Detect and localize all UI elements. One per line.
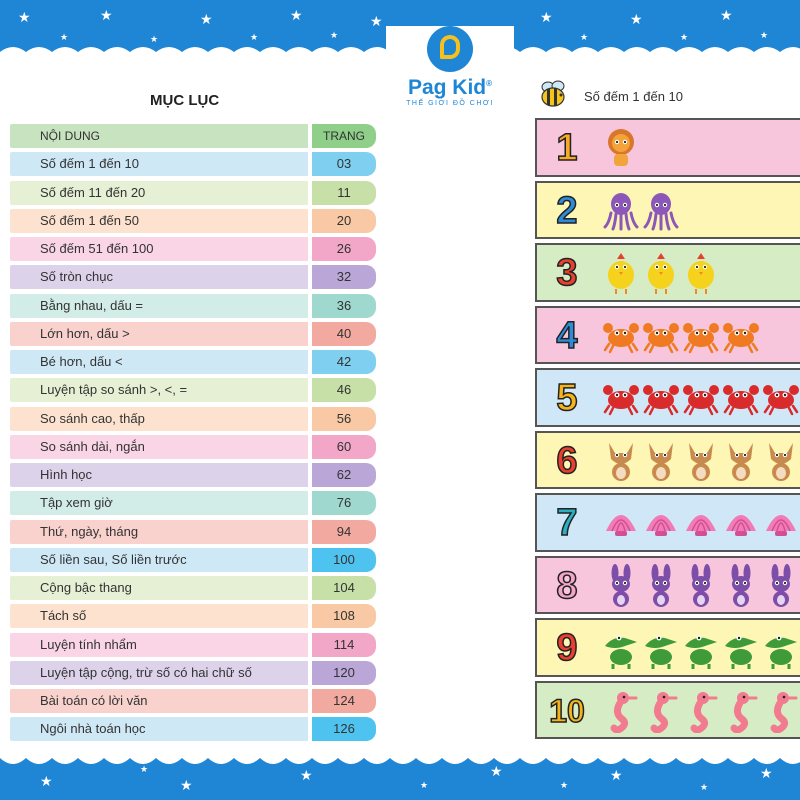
- toc-table: [10, 124, 376, 746]
- toc-row: [10, 294, 376, 318]
- star-icon: ★: [180, 777, 193, 793]
- toc-row: [10, 689, 376, 713]
- toc-row: [10, 717, 376, 741]
- star-icon: ★: [700, 782, 709, 792]
- toc-row: [10, 322, 376, 346]
- chick-icon: [603, 251, 639, 295]
- brand-logo: [386, 26, 514, 107]
- animal-group: [603, 626, 800, 670]
- chick-icon: [643, 251, 679, 295]
- star-icon: ★: [18, 9, 31, 25]
- toc-row-page: 62: [312, 463, 376, 487]
- star-icon: ★: [760, 765, 773, 781]
- star-icon: ★: [580, 32, 589, 42]
- counting-number: 10: [549, 692, 585, 729]
- toc-row-label: Tập xem giờ: [10, 491, 308, 515]
- counting-number: 1: [556, 127, 578, 169]
- toc-row-page: 104: [312, 576, 376, 600]
- counting-number: 3: [556, 252, 578, 294]
- toc-row-label: Tách số: [10, 604, 308, 628]
- fox-icon: [683, 439, 719, 483]
- toc-row: [10, 378, 376, 402]
- counting-row: [535, 181, 800, 240]
- animal-group: [603, 376, 800, 420]
- counting-row: [535, 493, 800, 552]
- animal-group: [603, 439, 800, 483]
- toc-row-page: 60: [312, 435, 376, 459]
- star-icon: ★: [720, 7, 733, 23]
- seahorse-icon: [723, 689, 759, 733]
- toc-row-page: 108: [312, 604, 376, 628]
- toc-row-page: 120: [312, 661, 376, 685]
- wave-border: [0, 754, 800, 768]
- star-icon: ★: [540, 9, 553, 25]
- toc-row-label: Lớn hơn, dấu >: [10, 322, 308, 346]
- shell-icon: [683, 501, 719, 545]
- toc-row-page: 76: [312, 491, 376, 515]
- star-icon: ★: [300, 767, 313, 783]
- toc-row: [10, 350, 376, 374]
- brand-name: Pag Kid: [407, 76, 487, 99]
- crocodile-icon: [643, 626, 679, 670]
- rabbit-icon: [683, 564, 719, 608]
- logo-p-icon: [427, 26, 473, 72]
- counting-row: [535, 618, 800, 677]
- toc-row: [10, 152, 376, 176]
- star-icon: ★: [60, 32, 69, 42]
- toc-row: [10, 633, 376, 657]
- toc-row-page: 126: [312, 717, 376, 741]
- counting-row: [535, 368, 800, 427]
- counting-table: [535, 118, 800, 743]
- brand-tagline: THẾ GIỚI ĐỒ CHƠI: [406, 100, 494, 107]
- animal-group: [603, 689, 800, 733]
- toc-row-page: 46: [312, 378, 376, 402]
- fox-icon: [603, 439, 639, 483]
- counting-number: 4: [556, 314, 578, 357]
- toc-row-label: So sánh dài, ngắn: [10, 435, 308, 459]
- crocodile-icon: [763, 626, 799, 670]
- animal-group: [603, 501, 800, 545]
- counting-row: [535, 118, 800, 177]
- red-crab-icon: [763, 376, 799, 420]
- toc-row-page: 124: [312, 689, 376, 713]
- toc-row-label: So sánh cao, thấp: [10, 407, 308, 431]
- animal-group: [603, 564, 800, 608]
- star-icon: ★: [610, 767, 623, 783]
- toc-row-label: Số liền sau, Số liền trước: [10, 548, 308, 572]
- counting-number: 8: [556, 564, 578, 607]
- toc-row-label: Bài toán có lời văn: [10, 689, 308, 713]
- toc-row: [10, 604, 376, 628]
- shell-icon: [603, 501, 639, 545]
- star-icon: ★: [150, 34, 159, 44]
- toc-row-label: Luyện tập so sánh >, <, =: [10, 378, 308, 402]
- star-icon: ★: [630, 11, 643, 27]
- toc-row-page: 36: [312, 294, 376, 318]
- toc-row-page: 42: [312, 350, 376, 374]
- star-icon: ★: [370, 13, 383, 29]
- toc-row: [10, 520, 376, 544]
- toc-row: [10, 237, 376, 261]
- toc-row: [10, 265, 376, 289]
- toc-row: [10, 407, 376, 431]
- rabbit-icon: [603, 564, 639, 608]
- toc-row-label: Luyện tập cộng, trừ số có hai chữ số: [10, 661, 308, 685]
- toc-row-label: Ngôi nhà toán học: [10, 717, 308, 741]
- toc-row-page: 56: [312, 407, 376, 431]
- toc-header-row: [10, 124, 376, 148]
- rabbit-icon: [763, 564, 799, 608]
- red-crab-icon: [723, 376, 759, 420]
- toc-row-label: Bằng nhau, dấu =: [10, 294, 308, 318]
- crocodile-icon: [683, 626, 719, 670]
- lion-icon: [603, 126, 639, 170]
- toc-row-page: 94: [312, 520, 376, 544]
- toc-row: [10, 661, 376, 685]
- registered-mark: ®: [486, 79, 493, 88]
- toc-row-label: Bé hơn, dấu <: [10, 350, 308, 374]
- star-icon: ★: [330, 30, 339, 40]
- seahorse-icon: [643, 689, 679, 733]
- toc-row: [10, 435, 376, 459]
- shell-icon: [723, 501, 759, 545]
- counting-number: 2: [556, 189, 578, 232]
- fox-icon: [763, 439, 799, 483]
- star-icon: ★: [40, 773, 53, 789]
- shell-icon: [763, 501, 799, 545]
- star-icon: ★: [100, 7, 113, 23]
- toc-row-label: Luyện tính nhẩm: [10, 633, 308, 657]
- toc-header-content: NỘI DUNG: [10, 124, 308, 148]
- crocodile-icon: [603, 626, 639, 670]
- red-crab-icon: [603, 376, 639, 420]
- toc-row-page: 114: [312, 633, 376, 657]
- toc-row-label: Hình học: [10, 463, 308, 487]
- octopus-icon: [643, 189, 679, 233]
- toc-row-page: 03: [312, 152, 376, 176]
- toc-row-page: 11: [312, 181, 376, 205]
- counting-row: [535, 431, 800, 490]
- toc-row-page: 32: [312, 265, 376, 289]
- shell-icon: [643, 501, 679, 545]
- counting-number: 5: [556, 377, 578, 419]
- animal-group: [603, 314, 763, 358]
- bottom-decorative-band: [0, 754, 800, 800]
- toc-row: [10, 491, 376, 515]
- rabbit-icon: [643, 564, 679, 608]
- toc-row-label: Số đếm 11 đến 20: [10, 181, 308, 205]
- toc-row-page: 100: [312, 548, 376, 572]
- counting-number: 9: [556, 627, 578, 669]
- star-icon: ★: [290, 7, 303, 23]
- fox-icon: [643, 439, 679, 483]
- toc-row-label: Số đếm 51 đến 100: [10, 237, 308, 261]
- counting-row: [535, 556, 800, 615]
- octopus-icon: [603, 189, 639, 233]
- star-icon: ★: [760, 30, 769, 40]
- crab-icon: [723, 314, 759, 358]
- counting-number: 7: [556, 502, 578, 544]
- star-icon: ★: [420, 780, 429, 790]
- toc-row-page: 40: [312, 322, 376, 346]
- toc-row-page: 20: [312, 209, 376, 233]
- toc-row-page: 26: [312, 237, 376, 261]
- bee-icon: [538, 80, 568, 108]
- toc-title: MỤC LỤC: [150, 92, 220, 109]
- animal-group: [603, 189, 683, 233]
- star-icon: ★: [140, 764, 149, 774]
- star-icon: ★: [250, 32, 259, 42]
- fox-icon: [723, 439, 759, 483]
- seahorse-icon: [603, 689, 639, 733]
- counting-row: [535, 681, 800, 740]
- crocodile-icon: [723, 626, 759, 670]
- star-icon: ★: [560, 780, 569, 790]
- toc-row-label: Số đếm 1 đến 50: [10, 209, 308, 233]
- seahorse-icon: [763, 689, 799, 733]
- crab-icon: [683, 314, 719, 358]
- seahorse-icon: [683, 689, 719, 733]
- crab-icon: [643, 314, 679, 358]
- counting-row: [535, 243, 800, 302]
- chick-icon: [683, 251, 719, 295]
- animal-group: [603, 126, 643, 170]
- toc-row: [10, 576, 376, 600]
- crab-icon: [603, 314, 639, 358]
- toc-row-label: Thứ, ngày, tháng: [10, 520, 308, 544]
- toc-row: [10, 463, 376, 487]
- toc-row-label: Số đếm 1 đến 10: [10, 152, 308, 176]
- counting-number: 6: [556, 439, 578, 482]
- red-crab-icon: [643, 376, 679, 420]
- animal-group: [603, 251, 723, 295]
- toc-row: [10, 548, 376, 572]
- toc-row-label: Cộng bậc thang: [10, 576, 308, 600]
- star-icon: ★: [200, 11, 213, 27]
- toc-header-page: TRANG: [312, 124, 376, 148]
- counting-row: [535, 306, 800, 365]
- red-crab-icon: [683, 376, 719, 420]
- star-icon: ★: [490, 763, 503, 779]
- rabbit-icon: [723, 564, 759, 608]
- toc-row-label: Số tròn chục: [10, 265, 308, 289]
- star-icon: ★: [680, 32, 689, 42]
- counting-title: Số đếm 1 đến 10: [584, 89, 684, 104]
- toc-row: [10, 209, 376, 233]
- toc-row: [10, 181, 376, 205]
